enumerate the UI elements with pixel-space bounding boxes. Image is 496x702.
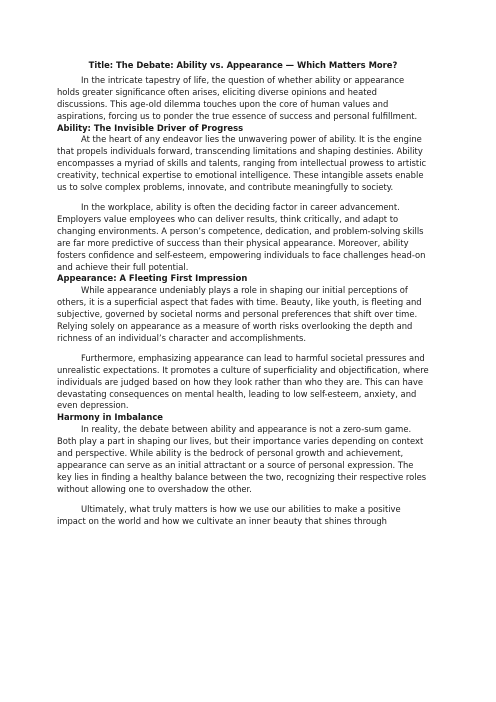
- harmony-paragraph-1: In reality, the debate between ability and appearance is not a zero-sum game. Both play a part in shaping our lives, but their importance varies depending on context and perspective. While ability is the bedrock of personal growth and achievement, appearance can serve as an initial attractant or a source of personal expression. The key lies in finding a healthy balance between the two, recognizing their respective roles without allowing one to overshadow the other.: [57, 424, 427, 494]
- appearance-paragraph-2: Furthermore, emphasizing appearance can lead to harmful societal pressures and unrealistic expectations. It promotes a culture of superficiality and objectification, where individuals are judged based on how they look rather than who they are. This can have devastating consequences on mental health, leading to low self-esteem, anxiety, and even depression.: [57, 352, 429, 411]
- section-heading-harmony: Harmony in Imbalance: [57, 412, 163, 423]
- section-heading-appearance: Appearance: A Fleeting First Impression: [57, 273, 248, 284]
- appearance-paragraph-1: While appearance undeniably plays a role in shaping our initial perceptions of others, it is a superficial aspect that fades with time. Beauty, like youth, is fleeting and subjective, governed by societal norms and personal preferences that shift over time. Relying solely on appearance as a measure of worth risks overlooking the depth and richness of an individual’s character and accomplishments.: [57, 285, 422, 343]
- intro-paragraph: In the intricate tapestry of life, the question of whether ability or appearance holds greater significance often arises, eliciting diverse opinions and heated discussions. This age-old dilemma touches upon the core of human values and aspirations, forcing us to ponder the true essence of success and personal fulfillment.: [57, 74, 418, 121]
- harmony-paragraph-2: Ultimately, what truly matters is how we use our abilities to make a positive impact on the world and how we cultivate an inner beauty that shines through: [57, 503, 401, 526]
- document-title: Title: The Debate: Ability vs. Appearance — Which Matters More?: [88, 60, 398, 70]
- section-heading-ability: Ability: The Invisible Driver of Progress: [57, 122, 244, 133]
- ability-paragraph-1: At the heart of any endeavor lies the unwavering power of ability. It is the engine that propels individuals forward, transcending limitations and shaping destinies. Ability encompasses a myriad of skills and talents, ranging from intellectual prowess to artistic creativity, technical expertise to emotional intelligence. These intangible assets enable us to solve complex problems, innovate, and contribute meaningfully to society.: [57, 134, 427, 193]
- ability-paragraph-2: In the workplace, ability is often the deciding factor in career advancement. Employers value employees who can deliver results, think critically, and adapt to changing environments. A person’s competence, dedication, and problem-solving skills are far more predictive of success than their physical appearance. Moreover, ability fosters confidence and self-esteem, empowering individuals to face challenges head-on and achieve their full potential.: [57, 201, 426, 272]
- document-page: [57, 60, 429, 528]
